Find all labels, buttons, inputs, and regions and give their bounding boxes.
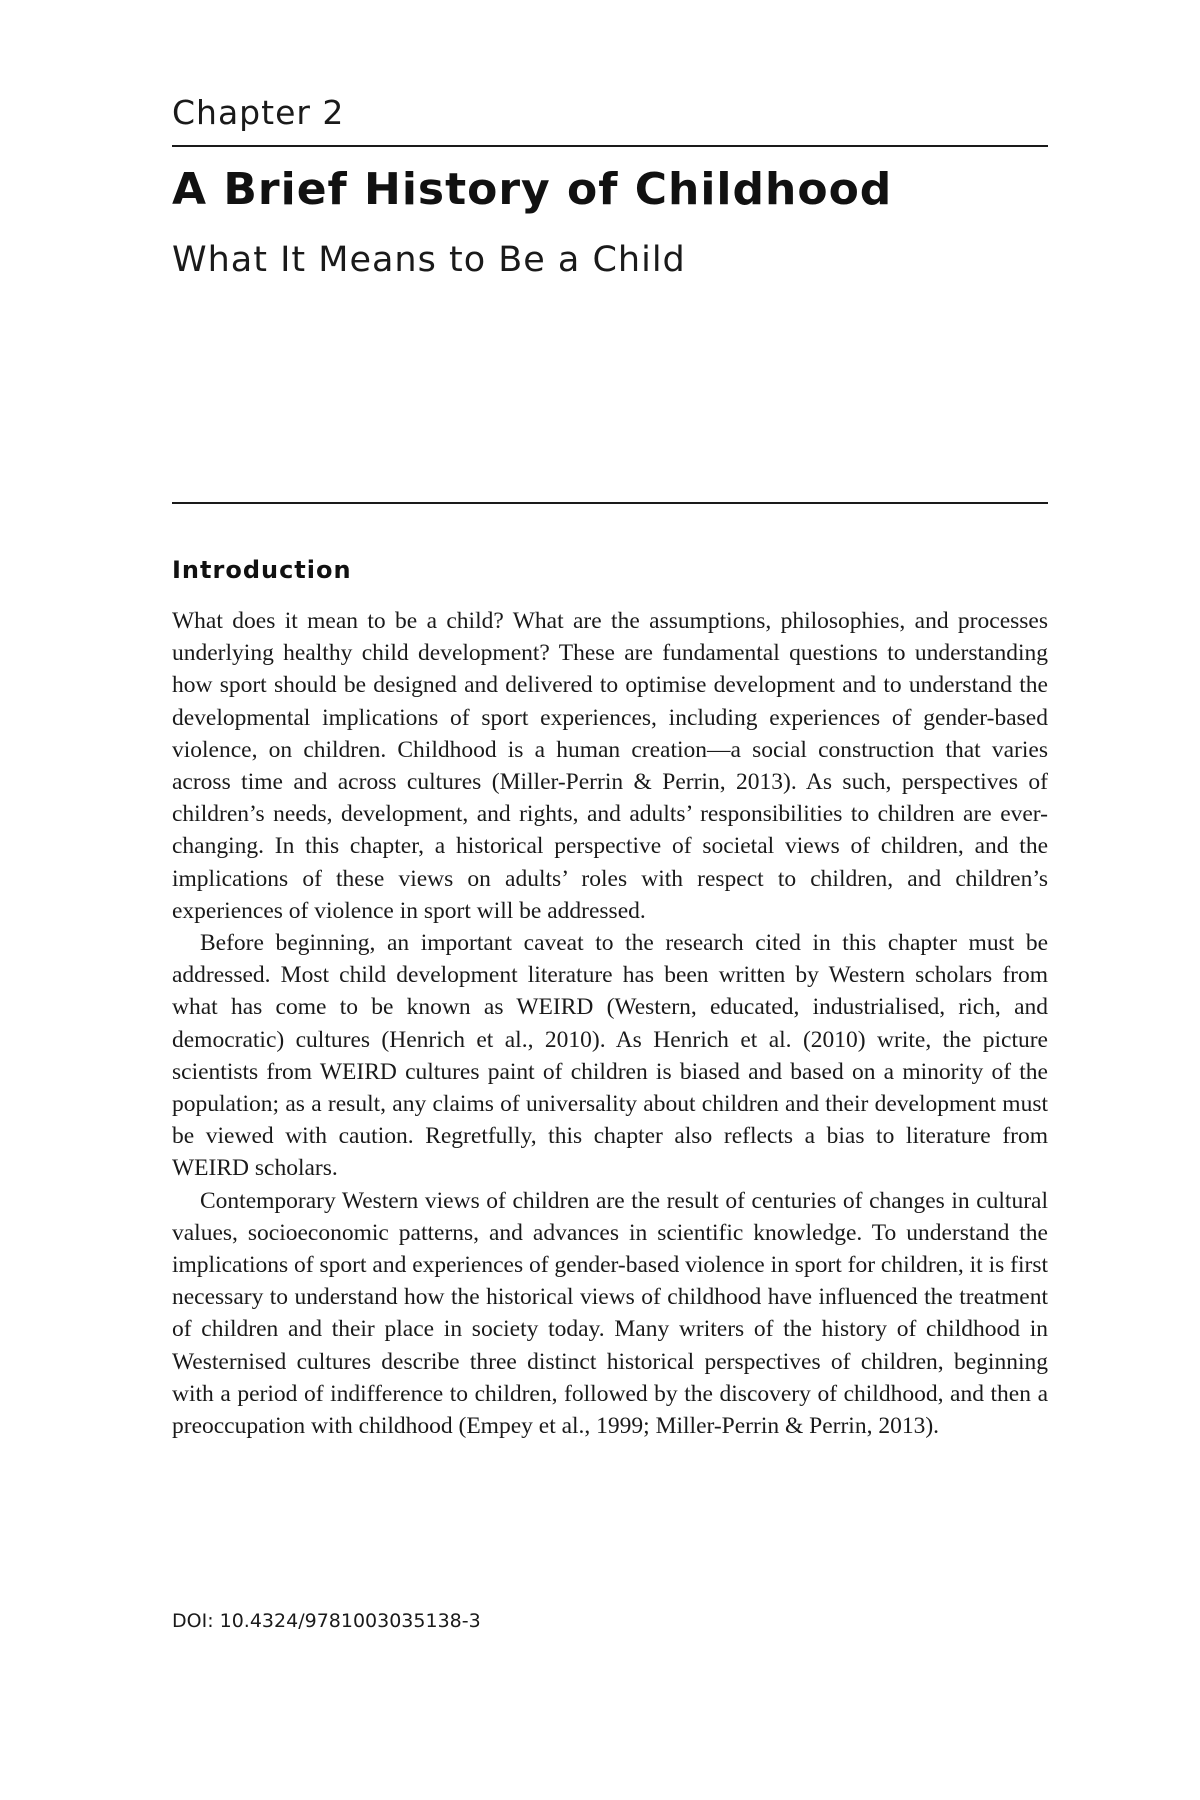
chapter-top-rule xyxy=(172,145,1048,147)
section-heading: Introduction xyxy=(172,556,352,584)
body-text xyxy=(172,605,1048,1442)
doi-footer: DOI: 10.4324/9781003035138-3 xyxy=(172,1610,481,1632)
paragraph-2: Before beginning, an important caveat to the research cited in this chapter must be addressed. Most child development literature has been written by Western scholars from what has come to be known as WEIRD (Western, educated, industrialised, rich, and democratic) cultures (Henrich et al., 2010). As Henrich et al. (2010) write, the picture scientists from WEIRD cultures paint of children is biased and based on a minority of the population; as a result, any claims of universality about children and their development must be viewed with caution. Regretfully, this chapter also reflects a bias to literature from WEIRD scholars. xyxy=(172,930,1048,1182)
paragraph-3: Contemporary Western views of children are the result of centuries of changes in cultural values, socioeconomic patterns, and advances in scientific knowledge. To understand the implications of sport and experiences of gender-based violence in sport for children, it is first necessary to understand how the historical views of childhood have influenced the treatment of children and their place in society today. Many writers of the history of childhood in Westernised cultures describe three distinct historical perspectives of children, beginning with a period of indifference to children, followed by the discovery of childhood, and then a preoccupation with childhood (Empey et al., 1999; Miller-Perrin & Perrin, 2013). xyxy=(172,1187,1048,1440)
chapter-title: A Brief History of Childhood xyxy=(172,164,893,215)
chapter-label: Chapter 2 xyxy=(172,93,345,132)
chapter-bottom-rule xyxy=(172,502,1048,504)
paragraph-1: What does it mean to be a child? What are the assumptions, philosophies, and processes underlying healthy child development? These are fundamental questions to understanding how sport should be designed and delivered to optimise development and to understand the developmental implications of sport experiences, including experiences of gender-based violence, on children. Childhood is a human creation—a social construction that varies across time and across cultures (Miller-Perrin & Perrin, 2013). As such, perspectives of children’s needs, development, and rights, and adults’ responsibilities to children are ever-changing. In this chapter, a historical perspective of societal views of children, and the implications of these views on adults’ roles with respect to children, and children’s experiences of violence in sport will be addressed. xyxy=(172,608,1048,924)
chapter-subtitle: What It Means to Be a Child xyxy=(172,240,686,280)
